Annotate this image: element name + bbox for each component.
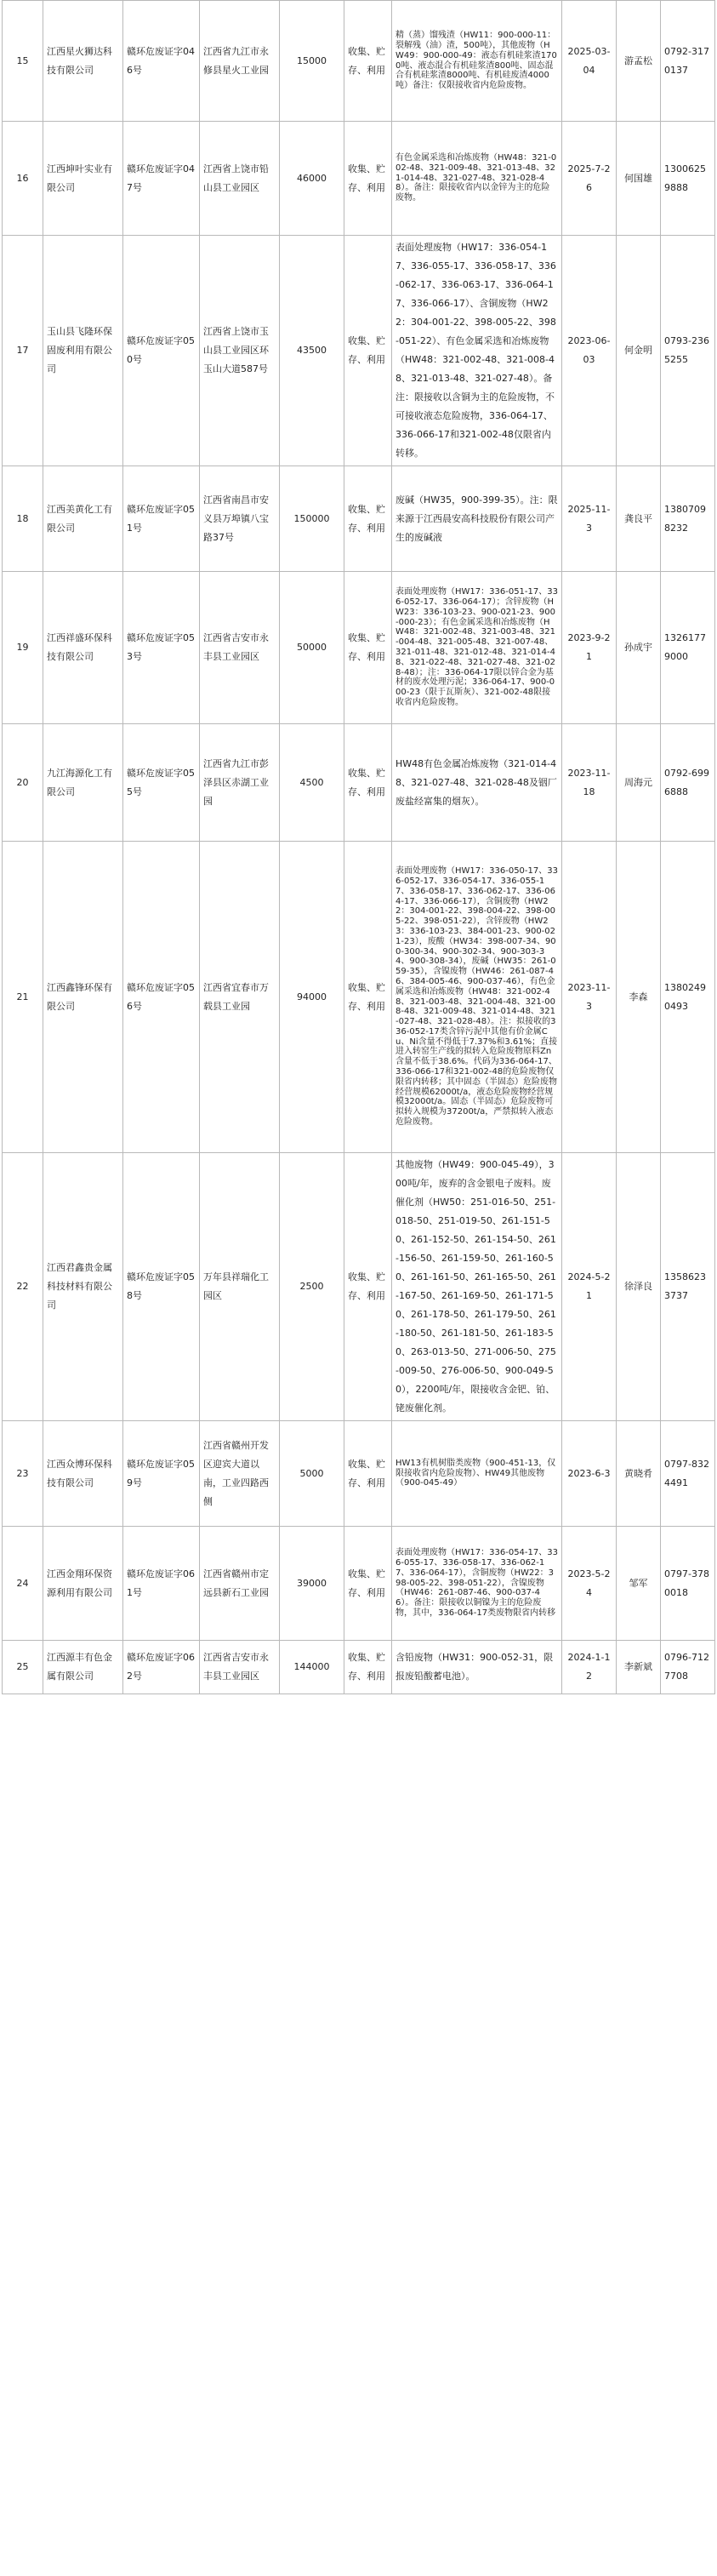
row-number: 23 bbox=[16, 1467, 29, 1479]
waste-categories: 废碱（HW35，900-399-35）。注：限来源于江西晨安高科技股份有限公司产生的废碱液 bbox=[395, 494, 558, 543]
address: 江西省赣州开发区迎宾大道以南，工业四路西侧 bbox=[203, 1439, 269, 1507]
table-row bbox=[3, 1641, 715, 1694]
contact-person-cell bbox=[617, 1153, 661, 1421]
capacity-tonnes: 150000 bbox=[293, 512, 330, 524]
waste-categories-cell bbox=[392, 724, 562, 842]
business-scope: 收集、贮存、利用 bbox=[348, 1271, 385, 1301]
contact-phone: 13006259888 bbox=[664, 163, 706, 193]
row-number-cell bbox=[3, 466, 43, 572]
address: 江西省九江市永修县星火工业园 bbox=[203, 45, 269, 76]
company-name-cell bbox=[43, 1153, 123, 1421]
contact-person-cell bbox=[617, 1527, 661, 1641]
expiry-date: 2023-11-3 bbox=[567, 981, 611, 1012]
contact-phone-cell bbox=[661, 236, 715, 466]
capacity-tonnes-cell bbox=[280, 724, 344, 842]
waste-categories: HW13有机树脂类废物（900-451-13，仅限接收省内危险废物）、HW49其他废物（900-045-49） bbox=[395, 1458, 556, 1488]
capacity-tonnes: 46000 bbox=[297, 172, 327, 184]
address: 江西省九江市彭泽县区赤湖工业园 bbox=[203, 757, 269, 807]
contact-person: 邹军 bbox=[629, 1577, 648, 1589]
contact-person: 孙成宇 bbox=[624, 642, 652, 653]
contact-person: 龚良平 bbox=[624, 512, 652, 524]
expiry-date: 2024-1-12 bbox=[567, 1652, 611, 1682]
permit-number: 赣环危废证字055号 bbox=[127, 767, 195, 797]
company-name: 江西金翔环保资源利用有限公司 bbox=[47, 1568, 112, 1598]
expiry-date: 2023-11-18 bbox=[567, 767, 611, 797]
expiry-date-cell bbox=[562, 842, 617, 1153]
company-name: 江西祥盛环保科技有限公司 bbox=[47, 632, 112, 662]
contact-phone-cell bbox=[661, 842, 715, 1153]
waste-categories-cell bbox=[392, 1527, 562, 1641]
row-number: 24 bbox=[16, 1577, 29, 1589]
address-cell bbox=[200, 1527, 280, 1641]
contact-phone: 13802490493 bbox=[664, 981, 706, 1012]
capacity-tonnes: 43500 bbox=[297, 345, 327, 356]
address-cell bbox=[200, 1, 280, 122]
expiry-date: 2025-03-04 bbox=[567, 45, 611, 76]
business-scope: 收集、贮存、利用 bbox=[348, 335, 385, 365]
business-scope-cell bbox=[344, 466, 392, 572]
business-scope: 收集、贮存、利用 bbox=[348, 981, 385, 1012]
business-scope-cell bbox=[344, 1527, 392, 1641]
table-row bbox=[3, 236, 715, 466]
permit-number-cell bbox=[123, 122, 200, 236]
business-scope: 收集、贮存、利用 bbox=[348, 1458, 385, 1488]
business-scope-cell bbox=[344, 724, 392, 842]
contact-person-cell bbox=[617, 466, 661, 572]
company-name: 江西坤叶实业有限公司 bbox=[47, 163, 112, 193]
capacity-tonnes-cell bbox=[280, 842, 344, 1153]
address: 江西省上饶市玉山县工业园区环玉山大道587号 bbox=[203, 326, 269, 374]
capacity-tonnes-cell bbox=[280, 122, 344, 236]
permit-number-cell bbox=[123, 1153, 200, 1421]
permit-number: 赣环危废证字046号 bbox=[127, 45, 195, 76]
waste-categories: 其他废物（HW49：900-045-49），300吨/年，废弃的含金银电子废料。废催化剂（HW50：251-016-50、251-018-50、251-019-50、261-151-50、261-152-50、261-154-50、261-156-50、261-159-50、261-160-50、261-161-50、261-165-50、261-167-50、261-169-50、261-171-50、261-178-50、261-179-50、261-180-50、261-181-50、261-183-50、263-013-50、271-006-50、275-009-50、276-006-50、900-049-50），2200吨/年，限接收含金钯、铂、铑废催化剂。 bbox=[395, 1159, 556, 1414]
company-name-cell bbox=[43, 842, 123, 1153]
contact-person: 何国雄 bbox=[624, 172, 652, 184]
company-name-cell bbox=[43, 1421, 123, 1527]
table-row bbox=[3, 842, 715, 1153]
capacity-tonnes-cell bbox=[280, 572, 344, 724]
row-number: 25 bbox=[16, 1661, 29, 1672]
table-row bbox=[3, 1, 715, 122]
capacity-tonnes: 2500 bbox=[299, 1281, 324, 1292]
contact-person: 游孟松 bbox=[624, 54, 652, 66]
company-name: 江西美黄化工有限公司 bbox=[47, 503, 112, 534]
contact-phone-cell bbox=[661, 1, 715, 122]
contact-phone-cell bbox=[661, 1527, 715, 1641]
contact-phone-cell bbox=[661, 122, 715, 236]
row-number: 17 bbox=[16, 345, 29, 356]
address-cell bbox=[200, 1421, 280, 1527]
business-scope: 收集、贮存、利用 bbox=[348, 163, 385, 193]
table-row bbox=[3, 724, 715, 842]
expiry-date-cell bbox=[562, 236, 617, 466]
company-name-cell bbox=[43, 572, 123, 724]
row-number: 19 bbox=[16, 642, 29, 653]
permit-number-cell bbox=[123, 572, 200, 724]
waste-categories-cell bbox=[392, 572, 562, 724]
expiry-date-cell bbox=[562, 1153, 617, 1421]
permit-number-cell bbox=[123, 1641, 200, 1694]
address-cell bbox=[200, 1153, 280, 1421]
capacity-tonnes-cell bbox=[280, 1641, 344, 1694]
contact-person-cell bbox=[617, 122, 661, 236]
contact-person: 何金明 bbox=[624, 345, 652, 356]
company-name: 江西星火狮达科技有限公司 bbox=[47, 45, 112, 76]
business-scope: 收集、贮存、利用 bbox=[348, 1568, 385, 1598]
contact-person: 李新斌 bbox=[624, 1661, 652, 1672]
capacity-tonnes: 50000 bbox=[297, 642, 327, 653]
row-number-cell bbox=[3, 1, 43, 122]
business-scope-cell bbox=[344, 122, 392, 236]
waste-categories: 表面处理废物（HW17：336-054-17、336-055-17、336-058-17、336-062-17、336-064-17），含铜废物（HW22：398-005-22、398-051-22），含镍废物（HW46：261-087-46、900-037-46）。备注：限接收以铜镍为主的危险废物，其中，336-064-17类废物限省内转移 bbox=[395, 1548, 558, 1618]
table-row bbox=[3, 572, 715, 724]
expiry-date-cell bbox=[562, 1641, 617, 1694]
row-number: 15 bbox=[16, 54, 29, 66]
permit-number: 赣环危废证字053号 bbox=[127, 632, 195, 662]
address-cell bbox=[200, 1641, 280, 1694]
capacity-tonnes-cell bbox=[280, 466, 344, 572]
contact-person-cell bbox=[617, 236, 661, 466]
company-name-cell bbox=[43, 122, 123, 236]
business-scope-cell bbox=[344, 236, 392, 466]
permit-table bbox=[2, 0, 715, 1694]
waste-categories: 表面处理废物（HW17：336-051-17、336-052-17、336-064-17）；含锌废物（HW23：336-103-23、900-021-23、900-000-23）；有色金属采选和冶炼废物（HW48：321-002-48、321-003-48、321-004-48、321-005-48、321-007-48、321-011-48、321-012-48、321-014-48、321-022-48、321-027-48、321-028-48）；注：336-064-17限以锌合金为基材的废水处理污泥；336-064-17、900-000-23（限于瓦斯灰）、321-002-48限接收省内危险废物。 bbox=[395, 587, 558, 707]
row-number-cell bbox=[3, 1641, 43, 1694]
contact-person: 徐泽良 bbox=[624, 1281, 652, 1292]
contact-person-cell bbox=[617, 842, 661, 1153]
contact-phone-cell bbox=[661, 572, 715, 724]
table-row bbox=[3, 1153, 715, 1421]
row-number-cell bbox=[3, 1153, 43, 1421]
waste-categories: 有色金属采选和冶炼废物（HW48：321-002-48、321-009-48、321-013-48、321-014-48、321-027-48、321-028-48）。备注：限接收省内以金锌为主的危险废物。 bbox=[395, 153, 557, 203]
contact-phone-cell bbox=[661, 724, 715, 842]
address: 万年县祥瑞化工园区 bbox=[203, 1271, 269, 1301]
table-row bbox=[3, 466, 715, 572]
company-name-cell bbox=[43, 236, 123, 466]
contact-phone: 0797-3780018 bbox=[664, 1568, 709, 1598]
contact-person-cell bbox=[617, 724, 661, 842]
contact-phone: 0796-7127708 bbox=[664, 1652, 709, 1682]
contact-phone-cell bbox=[661, 1153, 715, 1421]
waste-categories-cell bbox=[392, 1153, 562, 1421]
address-cell bbox=[200, 466, 280, 572]
waste-categories-cell bbox=[392, 236, 562, 466]
business-scope: 收集、贮存、利用 bbox=[348, 45, 385, 76]
waste-categories: 表面处理废物（HW17：336-054-17、336-055-17、336-058-17、336-062-17、336-063-17、336-064-17、336-066-17）、含铜废物（HW22：304-001-22、398-005-22、398-051-22）、有色金属采选和冶炼废物（HW48：321-002-48、321-008-48、321-013-48、321-027-48）。备注：限接收以含铜为主的危险废物，不可接收液态危险废物，336-064-17、336-066-17和321-002-48仅限省内转移。 bbox=[395, 242, 556, 459]
waste-categories-cell bbox=[392, 1421, 562, 1527]
address: 江西省吉安市永丰县工业园区 bbox=[203, 632, 269, 662]
business-scope-cell bbox=[344, 1153, 392, 1421]
expiry-date-cell bbox=[562, 724, 617, 842]
business-scope-cell bbox=[344, 1641, 392, 1694]
contact-person-cell bbox=[617, 1641, 661, 1694]
capacity-tonnes: 39000 bbox=[297, 1577, 327, 1589]
contact-person-cell bbox=[617, 1421, 661, 1527]
business-scope: 收集、贮存、利用 bbox=[348, 632, 385, 662]
expiry-date: 2023-06-03 bbox=[567, 335, 611, 365]
row-number-cell bbox=[3, 1421, 43, 1527]
waste-categories: 含铅废物（HW31：900-052-31，限报废铅酸蓄电池）。 bbox=[395, 1652, 554, 1682]
company-name-cell bbox=[43, 1, 123, 122]
company-name: 九江海源化工有限公司 bbox=[47, 767, 112, 797]
row-number-cell bbox=[3, 1527, 43, 1641]
company-name-cell bbox=[43, 1641, 123, 1694]
contact-person: 黄晓肴 bbox=[624, 1467, 652, 1479]
contact-phone: 0797-8324491 bbox=[664, 1458, 709, 1488]
contact-phone-cell bbox=[661, 1421, 715, 1527]
expiry-date: 2023-9-21 bbox=[567, 632, 611, 662]
permit-number: 赣环危废证字056号 bbox=[127, 981, 195, 1012]
waste-categories: 精（蒸）馏残渣（HW11：900-000-11：裂解残（油）渣，500吨），其他废物（HW49：900-000-49：液态有机硅浆渣1700吨、液态混合有机硅浆渣800吨、固态混合有机硅浆渣8000吨、有机硅废渣4000吨）备注：仅限接收省内危险废物。 bbox=[395, 31, 557, 91]
capacity-tonnes-cell bbox=[280, 1, 344, 122]
waste-categories-cell bbox=[392, 466, 562, 572]
row-number: 20 bbox=[16, 776, 29, 788]
contact-phone-cell bbox=[661, 1641, 715, 1694]
address-cell bbox=[200, 724, 280, 842]
row-number: 18 bbox=[16, 512, 29, 524]
expiry-date: 2025-7-26 bbox=[567, 163, 611, 193]
company-name: 玉山县飞隆环保固废利用有限公司 bbox=[47, 326, 112, 374]
permit-number-cell bbox=[123, 466, 200, 572]
company-name-cell bbox=[43, 1527, 123, 1641]
address-cell bbox=[200, 572, 280, 724]
table-row bbox=[3, 1527, 715, 1641]
permit-number-cell bbox=[123, 724, 200, 842]
address-cell bbox=[200, 236, 280, 466]
row-number: 16 bbox=[16, 172, 29, 184]
contact-phone: 13261779000 bbox=[664, 632, 706, 662]
permit-number: 赣环危废证字059号 bbox=[127, 1458, 195, 1488]
contact-phone: 0792-3170137 bbox=[664, 45, 709, 76]
business-scope-cell bbox=[344, 1421, 392, 1527]
address: 江西省赣州市定远县新石工业园 bbox=[203, 1568, 269, 1598]
expiry-date: 2023-5-24 bbox=[567, 1568, 611, 1598]
company-name-cell bbox=[43, 724, 123, 842]
capacity-tonnes-cell bbox=[280, 236, 344, 466]
address: 江西省南昌市安义县万埠镇八宝路37号 bbox=[203, 494, 269, 543]
capacity-tonnes: 15000 bbox=[297, 54, 327, 66]
row-number: 21 bbox=[16, 991, 29, 1002]
row-number-cell bbox=[3, 842, 43, 1153]
permit-number: 赣环危废证字051号 bbox=[127, 503, 195, 534]
permit-number: 赣环危废证字058号 bbox=[127, 1271, 195, 1301]
waste-categories-cell bbox=[392, 842, 562, 1153]
expiry-date-cell bbox=[562, 1421, 617, 1527]
contact-phone: 13586233737 bbox=[664, 1271, 706, 1301]
permit-number: 赣环危废证字062号 bbox=[127, 1652, 195, 1682]
capacity-tonnes: 144000 bbox=[293, 1661, 330, 1672]
waste-categories-cell bbox=[392, 1, 562, 122]
expiry-date-cell bbox=[562, 122, 617, 236]
permit-number: 赣环危废证字047号 bbox=[127, 163, 195, 193]
waste-categories: 表面处理废物（HW17：336-050-17、336-052-17、336-054-17、336-055-17、336-058-17、336-062-17、336-064-17、336-066-17），含铜废物（HW22：304-001-22、398-004-22、398-005-22、398-051-22），含锌废物（HW23：336-103-23、384-001-23、900-021-23），废酸（HW34：398-007-34、900-300-34、900-302-34、900-303-34、900-308-34），废碱（HW35：261-059-35），含镍废物（HW46：261-087-46、384-005-46、900-037-46），有色金属采选和冶炼废物（HW48：321-002-48、321-003-48、321-004-48、321-008-48、321-009-48、321-014-48、321-027-48、321-028-48）。注：拟接收的336-052-17类含锌污泥中其他有价金属Cu、Ni含量不得低于7.37%和3.61%；直接进入转窑生产线的拟转入危险废物原料Zn含量不低于38.6%。代码为336-064-17、336-066-17和321-002-48的危险废物仅限省内转移；其中固态（半固态）危险废物经营规模62000t/a，液态危险废物经营规模32000t/a。固态（半固态）危险废物可拟转入规模为37200t/a，严禁拟转入液态危险废物。 bbox=[395, 866, 558, 1128]
business-scope-cell bbox=[344, 572, 392, 724]
expiry-date: 2025-11-3 bbox=[567, 503, 611, 534]
business-scope-cell bbox=[344, 1, 392, 122]
row-number-cell bbox=[3, 572, 43, 724]
row-number: 22 bbox=[16, 1281, 29, 1292]
table-row bbox=[3, 122, 715, 236]
permit-number-cell bbox=[123, 1, 200, 122]
permit-number: 赣环危废证字050号 bbox=[127, 335, 195, 365]
contact-phone-cell bbox=[661, 466, 715, 572]
contact-person-cell bbox=[617, 1, 661, 122]
business-scope: 收集、贮存、利用 bbox=[348, 767, 385, 797]
expiry-date: 2023-6-3 bbox=[567, 1467, 611, 1479]
company-name: 江西鑫锋环保有限公司 bbox=[47, 981, 112, 1012]
waste-categories-cell bbox=[392, 1641, 562, 1694]
expiry-date-cell bbox=[562, 1, 617, 122]
expiry-date: 2024-5-21 bbox=[567, 1271, 611, 1301]
address: 江西省上饶市铅山县工业园区 bbox=[203, 163, 269, 193]
waste-categories-cell bbox=[392, 122, 562, 236]
expiry-date-cell bbox=[562, 572, 617, 724]
contact-phone: 0793-2365255 bbox=[664, 335, 709, 365]
company-name-cell bbox=[43, 466, 123, 572]
address: 江西省宜春市万载县工业园 bbox=[203, 981, 269, 1012]
capacity-tonnes: 4500 bbox=[299, 776, 324, 788]
capacity-tonnes: 94000 bbox=[297, 991, 327, 1002]
row-number-cell bbox=[3, 236, 43, 466]
company-name: 江西源丰有色金属有限公司 bbox=[47, 1652, 112, 1682]
address: 江西省吉安市永丰县工业园区 bbox=[203, 1652, 269, 1682]
capacity-tonnes-cell bbox=[280, 1527, 344, 1641]
capacity-tonnes-cell bbox=[280, 1421, 344, 1527]
capacity-tonnes: 5000 bbox=[299, 1467, 324, 1479]
contact-person-cell bbox=[617, 572, 661, 724]
row-number-cell bbox=[3, 122, 43, 236]
permit-number-cell bbox=[123, 842, 200, 1153]
company-name: 江西君鑫贵金属科技材料有限公司 bbox=[47, 1262, 112, 1311]
business-scope-cell bbox=[344, 842, 392, 1153]
expiry-date-cell bbox=[562, 466, 617, 572]
expiry-date-cell bbox=[562, 1527, 617, 1641]
permit-number: 赣环危废证字061号 bbox=[127, 1568, 195, 1598]
permit-number-cell bbox=[123, 236, 200, 466]
address-cell bbox=[200, 842, 280, 1153]
permit-number-cell bbox=[123, 1421, 200, 1527]
company-name: 江西众博环保科技有限公司 bbox=[47, 1458, 112, 1488]
address-cell bbox=[200, 122, 280, 236]
contact-person: 周海元 bbox=[624, 776, 652, 788]
contact-phone: 13807098232 bbox=[664, 503, 706, 534]
permit-number-cell bbox=[123, 1527, 200, 1641]
contact-phone: 0792-6996888 bbox=[664, 767, 709, 797]
capacity-tonnes-cell bbox=[280, 1153, 344, 1421]
business-scope: 收集、贮存、利用 bbox=[348, 1652, 385, 1682]
business-scope: 收集、贮存、利用 bbox=[348, 503, 385, 534]
table-row bbox=[3, 1421, 715, 1527]
contact-person: 李森 bbox=[629, 991, 648, 1002]
waste-categories: HW48有色金属冶炼废物（321-014-48、321-027-48、321-028-48及铟厂废盐经富集的烟灰）。 bbox=[395, 757, 557, 807]
row-number-cell bbox=[3, 724, 43, 842]
